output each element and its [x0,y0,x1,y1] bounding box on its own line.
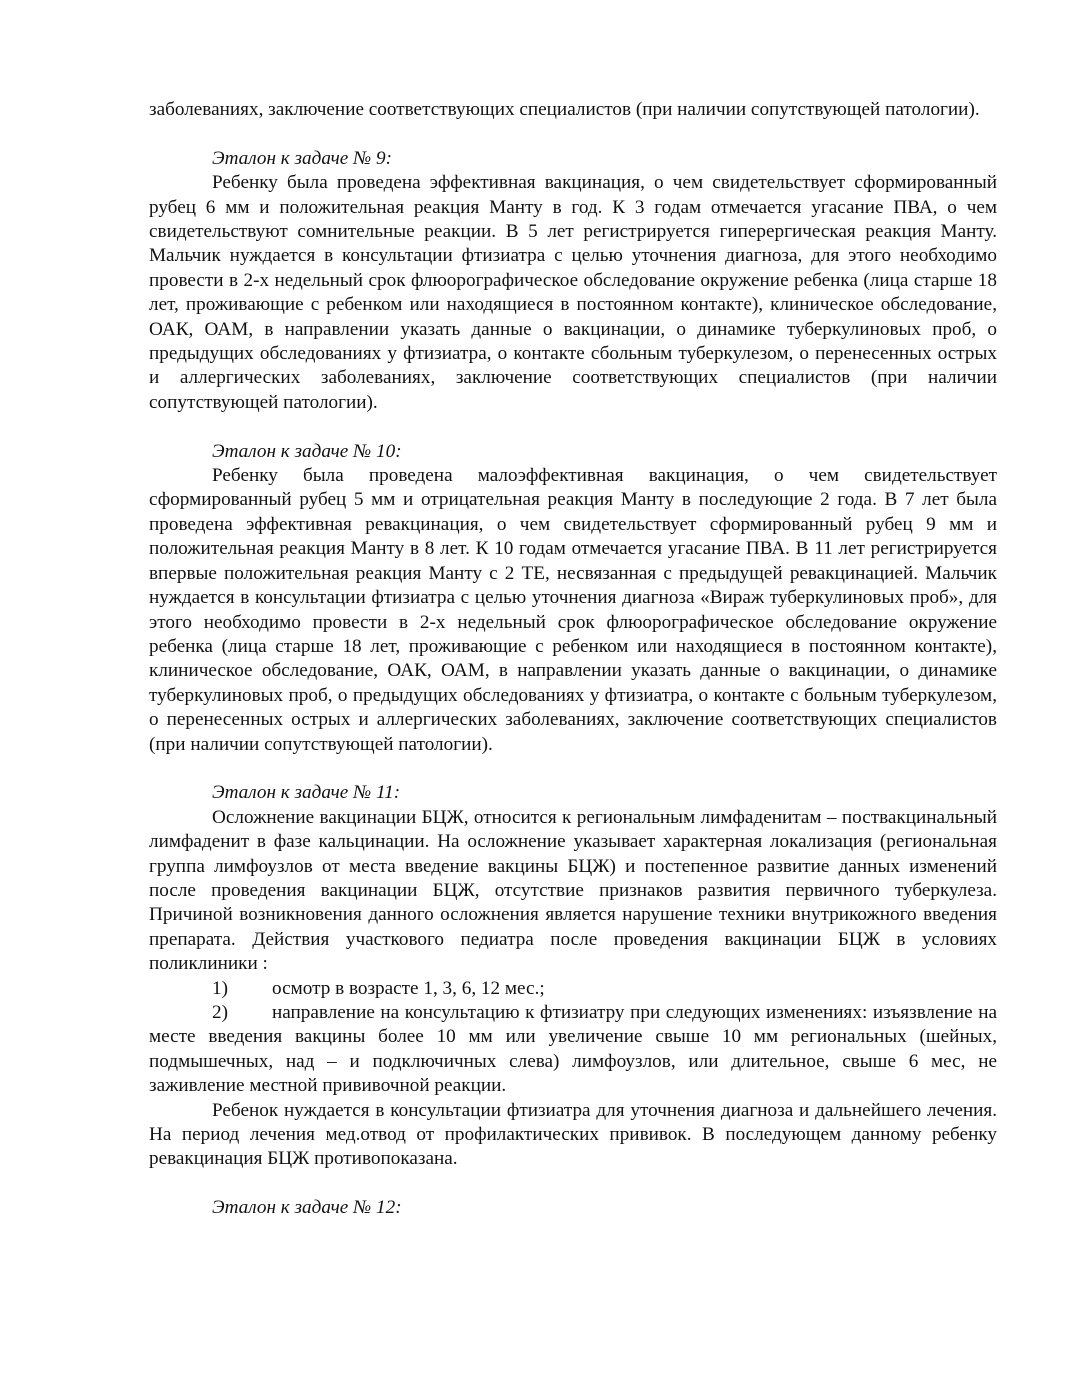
list-item [149,1001,997,1099]
task11-paragraph: Осложнение вакцинации БЦЖ, относится к региональным лимфаденитам – поствакцинальный лимфаденит в фазе кальцинации. На осложнение указывает характерная локализация (региональная группа лимфоузлов от места введение вакцины БЦЖ) и постепенное развитие данных изменений после проведения вакцинации БЦЖ, отсутствие признаков развития первичного туберкулеза. Причиной возникновения данного осложнения является нарушение техники внутрикожного введения препарата. Действия участкового педиатра после проведения вакцинации БЦЖ в условиях поликлиники : [149,806,997,975]
list-item-number: 2) [212,1001,228,1023]
document-page [149,98,997,1221]
spacer [149,122,997,146]
intro-paragraph: заболеваниях, заключение соответствующих специалистов (при наличии сопутствующей патологии). [149,99,980,120]
task9-paragraph: Ребенку была проведена эффективная вакцинация, о чем свидетельствует сформированный рубец 6 мм и положительная реакция Манту в год. К 3 годам отмечается угасание ПВА, о чем свидетельствуют сомнительные реакции. В 5 лет регистрируется гиперергическая реакция Манту. Мальчик нуждается в консультации фтизиатра с целью уточнения диагноза, для этого необходимо провести в 2-х недельный срок флюорографическое обследование окружение ребенка (лица старше 18 лет, проживающие с ребенком или находящиеся в постоянном контакте), клиническое обследование, ОАК, ОАМ, в направлении указать данные о вакцинации, о динамике туберкулиновых проб, о предыдущих обследованиях у фтизиатра, о контакте сбольным туберкулезом, о перенесенных острых и аллергических заболеваниях, заключение соответствующих специалистов (при наличии сопутствующей патологии). [149,172,997,413]
spacer [149,757,997,781]
spacer [149,1172,997,1196]
list-item-text: направление на консультацию к фтизиатру при следующих изменениях: изъязвление на месте введения вакцины более 10 мм или увеличение свыше 10 мм региональных (шейных, подмышечных, над – и подключичных слева) лимфоузлов, или длительное, свыше 6 мес, не заживление местной прививочной реакции. [149,1001,997,1097]
task9-heading: Эталон к задаче № 9: [212,147,392,169]
spacer [149,415,997,439]
task12-heading: Эталон к задаче № 12: [212,1197,402,1219]
list-item-number: 1) [212,977,228,999]
list-item-text: осмотр в возрасте 1, 3, 6, 12 мес.; [272,977,545,999]
task11-conclusion: Ребенок нуждается в консультации фтизиатра для уточнения диагноза и дальнейшего лечения. На период лечения мед.отвод от профилактических прививок. В последующем данному ребенку ревакцинация БЦЖ противопоказана. [149,1099,997,1170]
task11-heading: Эталон к задаче № 11: [212,782,401,804]
list-item [149,977,997,1001]
task10-heading: Эталон к задаче № 10: [212,440,402,462]
task10-paragraph: Ребенку была проведена малоэффективная вакцинация, о чем свидетельствует сформированный рубец 5 мм и отрицательная реакция Манту в последующие 2 года. В 7 лет была проведена эффективная ревакцинация, о чем свидетельствует сформированный рубец 9 мм и положительная реакция Манту в 8 лет. К 10 годам отмечается угасание ПВА. В 11 лет регистрируется впервые положительная реакция Манту с 2 ТЕ, несвязанная с предыдущей ревакцинацией. Мальчик нуждается в консультации фтизиатра с целью уточнения диагноза «Вираж туберкулиновых проб», для этого необходимо провести в 2-х недельный срок флюорографическое обследование окружение ребенка (лица старше 18 лет, проживающие с ребенком или находящиеся в постоянном контакте), клиническое обследование, ОАК, ОАМ, в направлении указать данные о вакцинации, о динамике туберкулиновых проб, о предыдущих обследованиях у фтизиатра, о контакте с больным туберкулезом, о перенесенных острых и аллергических заболеваниях, заключение соответствующих специалистов (при наличии сопутствующей патологии). [149,465,997,755]
